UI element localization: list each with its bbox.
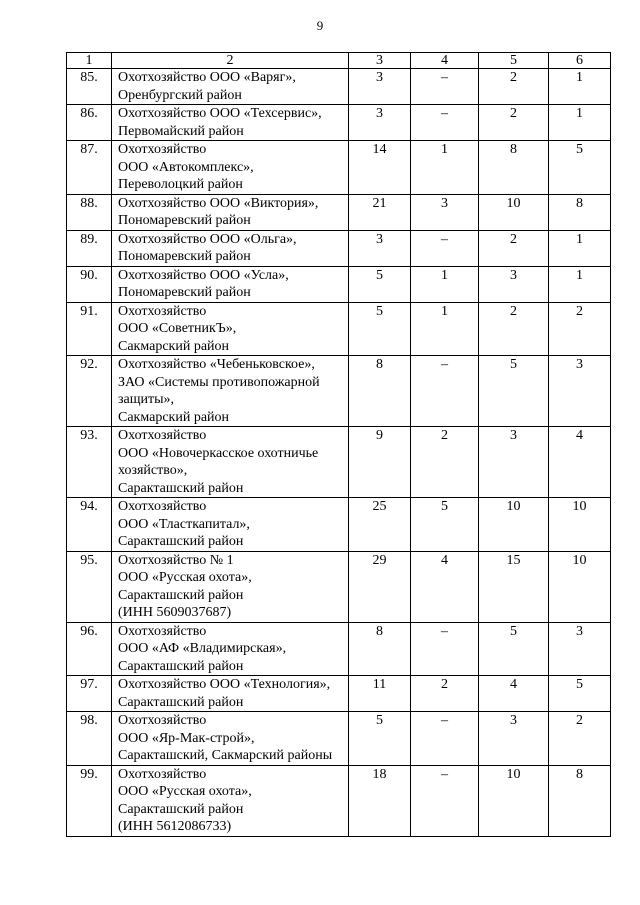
column-header-1: 1: [67, 53, 112, 69]
name-line: Охотхозяйство: [118, 766, 207, 782]
table-row: [67, 105, 611, 141]
value-cell-c4: 1: [411, 266, 479, 302]
hunting-ground-name: [112, 427, 349, 498]
hunting-ground-name: [112, 765, 349, 836]
table-header: [67, 53, 611, 69]
table-row: [67, 266, 611, 302]
row-number: 96.: [67, 622, 112, 676]
value-cell-c3: 8: [349, 356, 411, 427]
name-line: Охотхозяйство ООО «Технология»,: [118, 677, 331, 692]
table-row: [67, 712, 611, 766]
value-cell-c5: 15: [479, 551, 549, 622]
table-row: [67, 69, 611, 105]
name-line: хозяйство»,: [118, 463, 188, 478]
row-number: 99.: [67, 765, 112, 836]
table-row: [67, 230, 611, 266]
hunting-ground-name: [112, 622, 349, 676]
value-cell-c6: 3: [549, 356, 611, 427]
name-line: ООО «Тласткапитал»,: [118, 516, 250, 532]
value-cell-c4: 1: [411, 141, 479, 195]
page-number: 9: [316, 18, 324, 33]
value-cell-c3: 11: [349, 676, 411, 712]
value-cell-c6: 2: [549, 712, 611, 766]
row-number: 87.: [67, 141, 112, 195]
name-line: Пономаревский район: [118, 285, 251, 300]
value-cell-c6: 10: [549, 551, 611, 622]
value-cell-c3: 9: [349, 427, 411, 498]
value-cell-c6: 3: [549, 622, 611, 676]
value-cell-c5: 5: [479, 356, 549, 427]
name-line: Охотхозяйство: [118, 499, 207, 514]
hunting-ground-name: [112, 230, 349, 266]
name-line: ООО «Яр-Мак-строй»,: [118, 730, 255, 746]
hunting-ground-name: [112, 105, 349, 141]
hunting-ground-name: [112, 498, 349, 552]
name-line: (ИНН 5609037687): [118, 605, 232, 620]
value-cell-c4: 1: [411, 302, 479, 356]
name-line: Охотхозяйство: [118, 303, 207, 319]
hunting-ground-name: [112, 266, 349, 302]
value-cell-c6: 1: [549, 69, 611, 105]
value-cell-c3: 5: [349, 302, 411, 356]
table-row: [67, 302, 611, 356]
value-cell-c4: –: [411, 69, 479, 105]
row-number: 98.: [67, 712, 112, 766]
value-cell-c3: 3: [349, 230, 411, 266]
value-cell-c3: 18: [349, 765, 411, 836]
row-number: 86.: [67, 105, 112, 141]
name-line: Сакмарский район: [118, 409, 230, 425]
value-cell-c6: 4: [549, 427, 611, 498]
column-header-3: 3: [349, 53, 411, 69]
value-cell-c6: 5: [549, 676, 611, 712]
value-cell-c3: 25: [349, 498, 411, 552]
name-line: ООО «АФ «Владимирская»,: [118, 641, 287, 656]
name-line: ООО «СоветникЪ»,: [118, 321, 237, 336]
name-line: Пономаревский район: [118, 213, 251, 228]
value-cell-c5: 2: [479, 69, 549, 105]
value-cell-c5: 5: [479, 622, 549, 676]
name-line: Саракташский район: [118, 480, 244, 496]
table-row: [67, 141, 611, 195]
row-number: 93.: [67, 427, 112, 498]
value-cell-c6: 1: [549, 230, 611, 266]
name-line: ООО «Русская охота»,: [118, 784, 252, 799]
value-cell-c6: 2: [549, 302, 611, 356]
value-cell-c4: 5: [411, 498, 479, 552]
value-cell-c5: 10: [479, 194, 549, 230]
name-line: Саракташский район: [118, 658, 244, 674]
value-cell-c3: 14: [349, 141, 411, 195]
name-line: Первомайский район: [118, 123, 244, 139]
column-header-5: 5: [479, 53, 549, 69]
value-cell-c3: 3: [349, 69, 411, 105]
value-cell-c3: 5: [349, 266, 411, 302]
value-cell-c5: 2: [479, 302, 549, 356]
hunting-ground-name: [112, 141, 349, 195]
value-cell-c5: 10: [479, 765, 549, 836]
name-line: ЗАО «Системы противопожарной: [118, 374, 320, 390]
row-number: 85.: [67, 69, 112, 105]
value-cell-c4: –: [411, 230, 479, 266]
value-cell-c5: 3: [479, 266, 549, 302]
row-number: 89.: [67, 230, 112, 266]
table-row: [67, 551, 611, 622]
value-cell-c3: 3: [349, 105, 411, 141]
name-line: ООО «Новочеркасское охотничье: [118, 445, 319, 461]
value-cell-c5: 3: [479, 427, 549, 498]
hunting-ground-name: [112, 712, 349, 766]
table-row: [67, 356, 611, 427]
value-cell-c5: 8: [479, 141, 549, 195]
name-line: Переволоцкий район: [118, 177, 243, 192]
value-cell-c3: 8: [349, 622, 411, 676]
value-cell-c6: 8: [549, 765, 611, 836]
value-cell-c5: 10: [479, 498, 549, 552]
value-cell-c6: 1: [549, 105, 611, 141]
name-line: Охотхозяйство ООО «Техсервис»,: [118, 106, 322, 121]
name-line: Охотхозяйство: [118, 623, 207, 639]
name-line: Охотхозяйство № 1: [118, 552, 234, 568]
row-number: 92.: [67, 356, 112, 427]
value-cell-c4: –: [411, 356, 479, 427]
value-cell-c4: 2: [411, 676, 479, 712]
value-cell-c3: 21: [349, 194, 411, 230]
row-number: 94.: [67, 498, 112, 552]
table-body: [67, 69, 611, 837]
value-cell-c5: 2: [479, 230, 549, 266]
hunting-ground-name: [112, 551, 349, 622]
column-header-4: 4: [411, 53, 479, 69]
value-cell-c6: 1: [549, 266, 611, 302]
header-row: [67, 53, 611, 69]
value-cell-c6: 5: [549, 141, 611, 195]
name-line: Оренбургский район: [118, 87, 242, 103]
value-cell-c4: –: [411, 765, 479, 836]
hunting-ground-name: [112, 676, 349, 712]
hunting-ground-name: [112, 194, 349, 230]
name-line: Охотхозяйство ООО «Виктория»,: [118, 195, 319, 211]
value-cell-c4: –: [411, 105, 479, 141]
name-line: ООО «Русская охота»,: [118, 570, 252, 585]
value-cell-c4: –: [411, 712, 479, 766]
name-line: Саракташский район: [118, 694, 244, 710]
row-number: 88.: [67, 194, 112, 230]
row-number: 95.: [67, 551, 112, 622]
table-row: [67, 622, 611, 676]
value-cell-c5: 4: [479, 676, 549, 712]
value-cell-c3: 5: [349, 712, 411, 766]
hunting-ground-name: [112, 69, 349, 105]
value-cell-c6: 10: [549, 498, 611, 552]
name-line: Охотхозяйство «Чебеньковское»,: [118, 357, 315, 372]
table-row: [67, 427, 611, 498]
name-line: Охотхозяйство: [118, 142, 207, 157]
value-cell-c3: 29: [349, 551, 411, 622]
name-line: Охотхозяйство ООО «Ольга»,: [118, 231, 297, 247]
value-cell-c4: 4: [411, 551, 479, 622]
hunting-ground-name: [112, 356, 349, 427]
row-number: 91.: [67, 302, 112, 356]
column-header-6: 6: [549, 53, 611, 69]
value-cell-c4: 3: [411, 194, 479, 230]
table-row: [67, 765, 611, 836]
name-line: Пономаревский район: [118, 249, 251, 264]
value-cell-c4: –: [411, 622, 479, 676]
column-header-2: 2: [112, 53, 349, 69]
name-line: Саракташский район: [118, 534, 244, 549]
name-line: Охотхозяйство ООО «Варяг»,: [118, 70, 296, 85]
name-line: Охотхозяйство ООО «Усла»,: [118, 267, 289, 283]
name-line: Охотхозяйство: [118, 428, 207, 443]
row-number: 97.: [67, 676, 112, 712]
name-line: Саракташский, Сакмарский районы: [118, 748, 333, 763]
table-row: [67, 676, 611, 712]
name-line: (ИНН 5612086733): [118, 819, 232, 834]
name-line: Саракташский район: [118, 587, 244, 603]
name-line: Сакмарский район: [118, 338, 230, 354]
row-number: 90.: [67, 266, 112, 302]
name-line: защиты»,: [118, 392, 175, 407]
name-line: Охотхозяйство: [118, 713, 207, 728]
value-cell-c6: 8: [549, 194, 611, 230]
table-row: [67, 498, 611, 552]
name-line: Саракташский район: [118, 801, 244, 817]
value-cell-c5: 2: [479, 105, 549, 141]
value-cell-c5: 3: [479, 712, 549, 766]
hunting-grounds-table: [66, 52, 611, 837]
name-line: ООО «Автокомплекс»,: [118, 159, 254, 175]
table-row: [67, 194, 611, 230]
value-cell-c4: 2: [411, 427, 479, 498]
hunting-ground-name: [112, 302, 349, 356]
